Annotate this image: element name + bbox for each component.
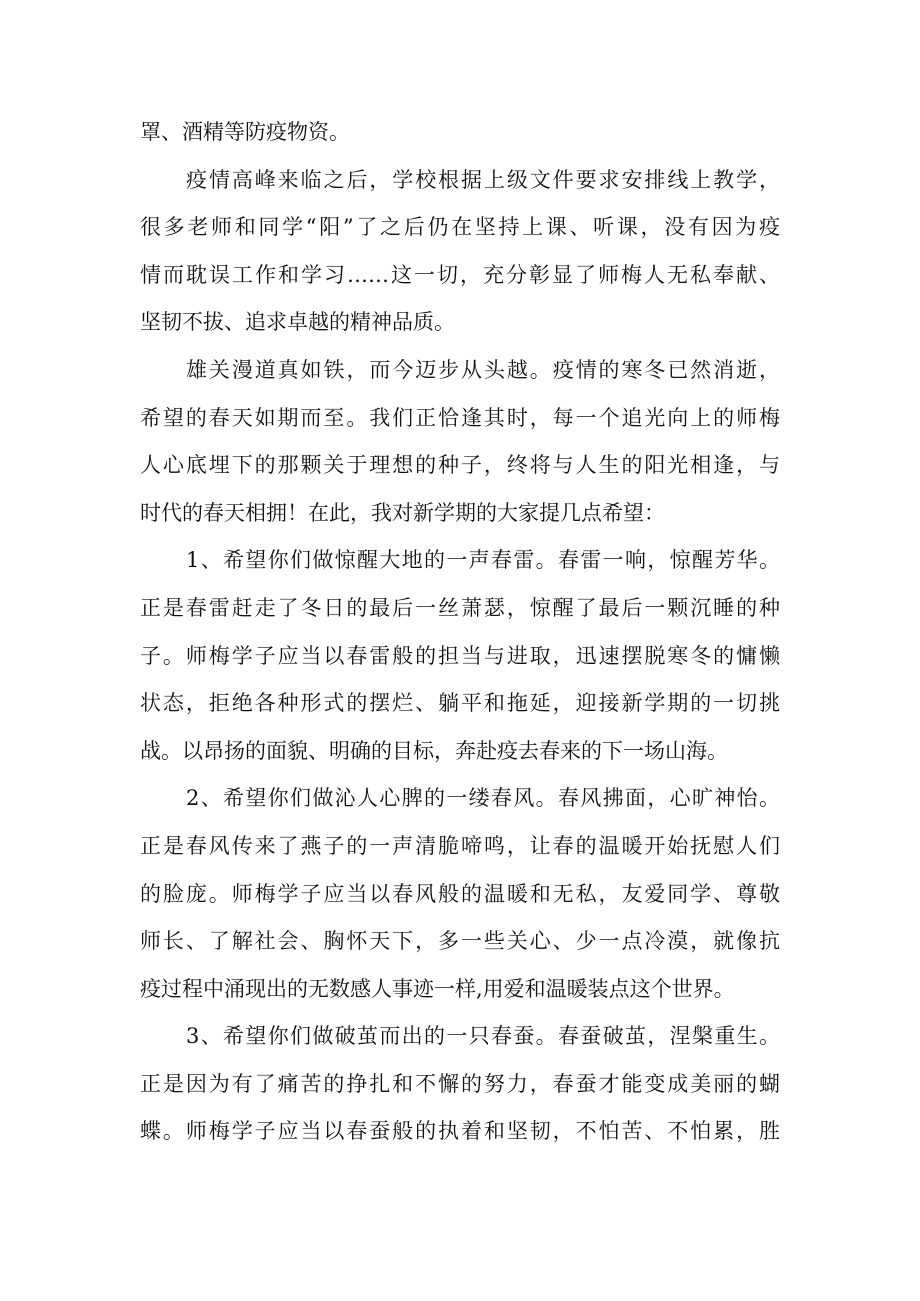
text-line: 状态，拒绝各种形式的摆烂、躺平和拖延，迎接新学期的一切挑	[140, 691, 780, 716]
text-line: 3、希望你们做破茧而出的一只春蚕。春蚕破茧，涅槃重生。	[186, 1024, 780, 1049]
paragraph	[140, 775, 780, 1013]
text-line: 1、希望你们做惊醒大地的一声春雷。春雷一响，惊醒芳华。	[186, 548, 780, 573]
text-line: 罩、酒精等防疫物资。	[140, 120, 350, 144]
text-line: 正是春风传来了燕子的一声清脆啼鸣，让春的温暖开始抚慰人们	[140, 833, 780, 858]
text-line: 雄关漫道真如铁，而今迈步从头越。疫情的寒冬已然消逝，	[186, 357, 780, 382]
text-line: 很多老师和同学“阳”了之后仍在坚持上课、听课，没有因为疫	[140, 215, 780, 240]
text-line: 2、希望你们做沁人心脾的一缕春风。春风拂面，心旷神怡。	[186, 786, 780, 811]
text-line: 正是春雷赶走了冬日的最后一丝萧瑟，惊醒了最后一颗沉睡的种	[140, 595, 780, 620]
paragraph	[140, 347, 780, 537]
text-line: 战。以昂扬的面貌、明确的目标，奔赴疫去春来的下一场山海。	[140, 738, 728, 763]
text-line: 子。师梅学子应当以春雷般的担当与进取，迅速摆脱寒冬的慵懒	[140, 643, 780, 668]
paragraph	[140, 109, 780, 157]
text-line: 正是因为有了痛苦的挣扎和不懈的努力，春蚕才能变成美丽的蝴	[140, 1071, 780, 1096]
text-line: 蝶。师梅学子应当以春蚕般的执着和坚韧，不怕苦、不怕累，胜	[140, 1119, 780, 1144]
paragraph	[140, 157, 780, 347]
text-line: 的脸庞。师梅学子应当以春风般的温暖和无私，友爱同学、尊敬	[140, 881, 780, 906]
text-line: 人心底埋下的那颗关于理想的种子，终将与人生的阳光相逢，与	[140, 453, 780, 478]
text-line: 坚韧不拔、追求卓越的精神品质。	[140, 310, 455, 335]
text-line: 时代的春天相拥！在此，我对新学期的大家提几点希望：	[140, 500, 665, 525]
paragraph	[140, 1013, 780, 1156]
text-line: 情而耽误工作和学习……这一切，充分彰显了师梅人无私奉献、	[140, 262, 780, 287]
text-line: 希望的春天如期而至。我们正恰逢其时，每一个追光向上的师梅	[140, 405, 780, 430]
text-line: 师长、了解社会、胸怀天下，多一些关心、少一点冷漠，就像抗	[140, 929, 780, 954]
text-line: 疫过程中涌现出的无数感人事迹一样,用爱和温暖装点这个世界。	[140, 976, 735, 1001]
paragraph	[140, 537, 780, 775]
document-body	[140, 109, 780, 1156]
text-line: 疫情高峰来临之后，学校根据上级文件要求安排线上教学，	[186, 167, 780, 192]
